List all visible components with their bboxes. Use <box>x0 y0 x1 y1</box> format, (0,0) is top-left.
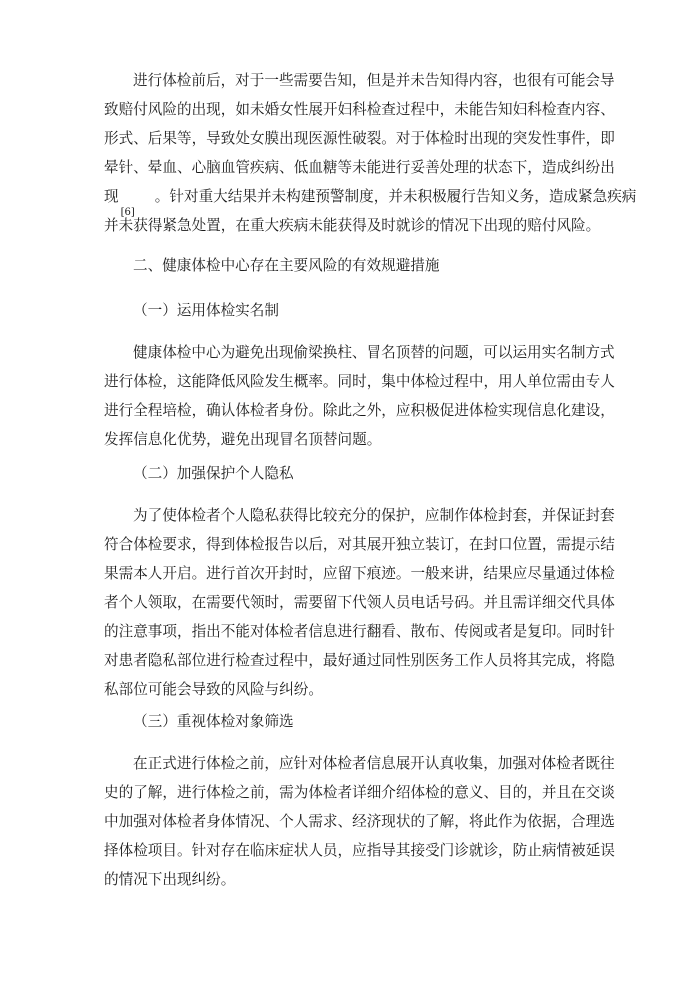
text-line: 进行体检前后，对于一些需要告知，但是并未告知得内容，也很有可能会导 <box>133 72 615 89</box>
text-line: 对患者隐私部位进行检查过程中，最好通过同性别医务工作人员将其完成，将隐 <box>104 652 615 669</box>
paragraph-risk-notification <box>104 66 637 240</box>
text-line: 致赔付风险的出现，如未婚女性展开妇科检查过程中，未能告知妇科检查内容、 <box>104 101 615 118</box>
text-line: 的注意事项，指出不能对体检者信息进行翻看、散布、传阅或者是复印。同时针 <box>104 623 615 640</box>
text-line: 进行体检，这能降低风险发生概率。同时，集中体检过程中，用人单位需由专人 <box>104 373 615 390</box>
text-line: 发挥信息化优势，避免出现冒名顶替问题。 <box>104 431 382 448</box>
text-line: 史的了解，进行体检之前，需为体检者详细介绍体检的意义、目的，并且在交谈 <box>104 784 615 801</box>
text-line: 中加强对体检者身体情况、个人需求、经济现状的了解，将此作为依据，合理选 <box>104 813 615 830</box>
text-fragment: 现 <box>104 188 119 205</box>
subsection-title-real-name: （一）运用体检实名制 <box>133 302 279 319</box>
text-line: 并未获得紧急处置，在重大疾病未能获得及时就诊的情况下出现的赔付风险。 <box>104 217 601 234</box>
text-line: 的情况下出现纠纷。 <box>104 871 236 888</box>
text-line: 为了使体检者个人隐私获得比较充分的保护，应制作体检封套，并保证封套 <box>133 507 615 524</box>
section-heading: 二、健康体检中心存在主要风险的有效规避措施 <box>133 257 440 274</box>
paragraph-real-name <box>104 338 615 454</box>
text-fragment: 。针对重大结果并未构建预警制度，并未积极履行告知义务，造成紧急疾病 <box>154 188 637 205</box>
text-line: 进行全程培检，确认体检者身份。除此之外，应积极促进体检实现信息化建设， <box>104 402 615 419</box>
text-line: 者个人领取，在需要代领时，需要留下代领人员电话号码。并且需详细交代具体 <box>104 594 615 611</box>
text-line <box>104 182 637 218</box>
text-line: 形式、后果等，导致处女膜出现医源性破裂。对于体检时出现的突发性事件，即 <box>104 130 615 147</box>
text-line: 晕针、晕血、心脑血管疾病、低血糖等未能进行妥善处理的状态下，造成纠纷出 <box>104 159 615 176</box>
text-line: 果需本人开启。进行首次开封时，应留下痕迹。一般来讲，结果应尽量通过体检 <box>104 565 615 582</box>
paragraph-privacy <box>104 501 615 704</box>
citation-reference: [6] <box>120 207 135 218</box>
text-line: 健康体检中心为避免出现偷梁换柱、冒名顶替的问题，可以运用实名制方式 <box>133 344 615 361</box>
text-line: 符合体检要求，得到体检报告以后，对其展开独立装订，在封口位置，需提示结 <box>104 536 615 553</box>
subsection-title-privacy: （二）加强保护个人隐私 <box>133 465 294 482</box>
paragraph-screening <box>104 749 615 894</box>
subsection-title-screening: （三）重视体检对象筛选 <box>133 713 294 730</box>
text-line: 择体检项目。针对存在临床症状人员，应指导其接受门诊就诊，防止病情被延误 <box>104 842 615 859</box>
text-line: 在正式进行体检之前，应针对体检者信息展开认真收集，加强对体检者既往 <box>133 755 615 772</box>
text-line: 私部位可能会导致的风险与纠纷。 <box>104 681 323 698</box>
